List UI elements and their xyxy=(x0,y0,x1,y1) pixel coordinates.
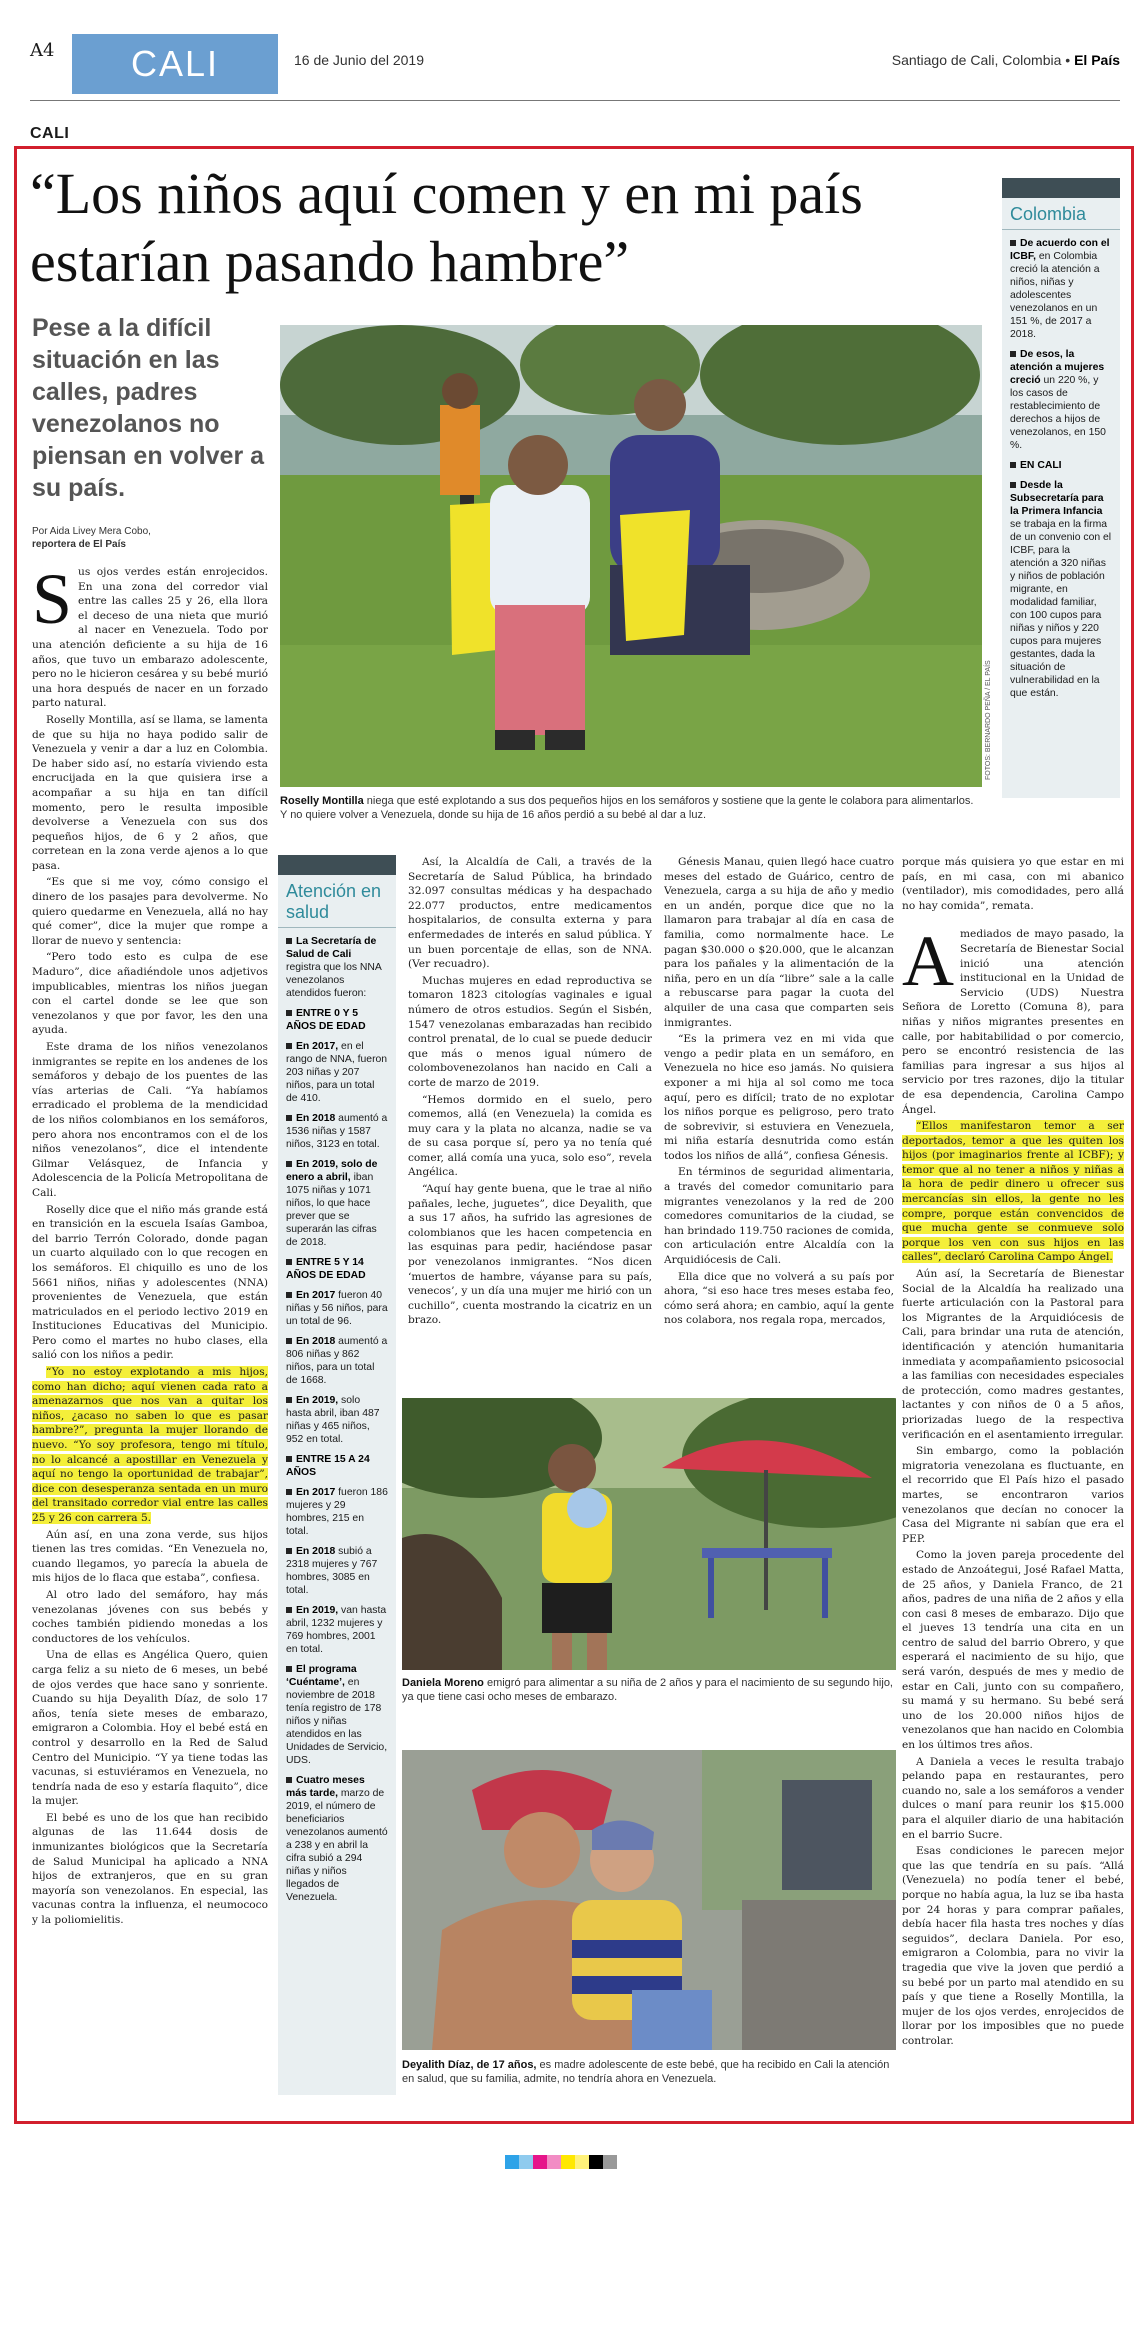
sidebar-header-bar xyxy=(278,855,396,875)
issue-date: 16 de Junio del 2019 xyxy=(294,52,424,68)
sidebar-item-text: subió a 2318 mujeres y 767 hombres, 3085 en total. xyxy=(286,1546,378,1596)
sidebar-item xyxy=(278,1660,396,1771)
headline: “Los niños aquí comen y en mi país estarían pasando hambre” xyxy=(30,161,863,294)
masthead-location xyxy=(892,52,1120,68)
sidebar-item-bold: En 2017 xyxy=(296,1290,336,1301)
paragraph: Esas condiciones le parecen mejor que las que tendría en su país. “Allá (Venezuela) no podía tener el bebé, porque no había agua, la luz se iba hasta por 24 horas y para comprar pañales, debía hacer fila hasta tres noches y días seguidos”, declara Daniela. Por eso, emigraron a Colombia, para no vivir la tragedia que vive la joven que perdió a su bebé por un parto mal atendido en su país y que tiene a Roselly Montilla, la mujer de los ojos verdes, enrojecidos de llorar por los imposibles que no puede controlar. xyxy=(902,1845,1124,2047)
photo-daniela xyxy=(402,1398,896,1670)
sidebar-item-bold: ENTRE 15 A 24 AÑOS xyxy=(286,1454,370,1478)
caption-name: Daniela Moreno xyxy=(402,1677,484,1689)
caption-text: emigró para alimentar a su niña de 2 años y para el nacimiento de su segundo hijo, ya que tiene casi ocho meses de embarazo. xyxy=(402,1677,893,1703)
paragraph: Aún así, la Secretaría de Bienestar Social de la Alcaldía ha realizado una fuerte articulación con la Pastoral para los Migrantes de la Arquidiócesis de Cali, para brindar una ruta de atención, identificación y atención humanitaria inmediata y acompañamiento psicosocial a las familias con necesidades especiales de protección, como madres gestantes, lactantes y con niños de 0 a 5 años, priorizadas luego de la respectiva verificación en el asentamiento irregular. xyxy=(902,1268,1124,1441)
paragraph: porque más quisiera yo que estar en mi país, en mi casa, con mi abanico (ventilador), mis comodidades, pero allá no hay comida”, remata. xyxy=(902,856,1124,912)
sidebar-item-bold: En 2019, xyxy=(296,1605,339,1616)
bullet-icon xyxy=(286,1607,292,1613)
paragraph: Roselly Montilla, así se llama, se lamenta de que su hija no haya podido salir de Venezuela y venir a dar a luz en Colombia. De haber sido así, no estaría viviendo esta encrucijada en la que quisiera irse a acompañar a su hija en tan difícil momento, pero le resulta imposible devolverse a Venezuela con sus dos pequeños hijos, de 6 y 2 años, que corretean en la zona verde ajenos a lo que pasa. xyxy=(32,713,268,872)
sidebar-item-bold: Desde la Subsecretaría para la Primera Infancia xyxy=(1010,480,1104,517)
sidebar-item xyxy=(278,1253,396,1286)
section-kicker: CALI xyxy=(30,125,70,142)
main-photo-illustration xyxy=(280,325,982,787)
bullet-icon xyxy=(286,1115,292,1121)
drop-cap: S xyxy=(32,565,73,639)
sidebar-item-bold: La Secretaría de Salud de Cali xyxy=(286,936,377,960)
color-swatch xyxy=(561,2155,575,2169)
color-swatch xyxy=(505,2155,519,2169)
highlighted-quote xyxy=(902,1119,1124,1265)
paragraph: Muchas mujeres en edad reproductiva se tomaron 1823 citologías vaginales e igual número de otros estudios. Según el Sisbén, 1547 venezolanas embarazadas han recibido control prenatal, de lo cual se puede deducir que más o menos igual número de colombovenezolanos han nacido en Cali a corte de marzo de 2019. xyxy=(408,974,652,1089)
sidebar-item-text: un 220 %, y los casos de restablecimiento de derechos a hijos de venezolanos, en 150 %. xyxy=(1010,375,1106,451)
paragraph: “Es la primera vez en mi vida que vengo a pedir plata en un semáforo, en Venezuela no hice eso jamás. No quisiera exponer a mi hija al sol como me toca aquí, pero es difícil; trato de no explotar los niños porque es peligroso, pero trato de sobrevivir, si estuviera en Venezuela, mi niña estaría desnutrida como están todos los niños de allá”, confiesa Génesis. xyxy=(664,1033,894,1162)
sidebar-item xyxy=(278,1450,396,1483)
highlight-text: “Yo no estoy explotando a mis hijos, como han dicho; aquí vienen cada rato a amenazarnos que nos van a quitar los niños, ¿acaso no saben lo que es pasar hambre?”, pregunta la mujer llorando de nuevo. “Yo soy profesora, tengo mi título, no lo alcancé a apostillar en Venezuela y aquí no tengo la oportunidad de trabajar”, dice con desesperanza sentada en un muro del transitado corredor vial entre las calles 25 y 26 con carrera 5. xyxy=(32,1366,268,1524)
paragraph: Al otro lado del semáforo, hay más venezolanas jóvenes con sus bebés y coches también pidiendo monedas a los conductores de los vehículos. xyxy=(32,1588,268,1645)
caption-name: Deyalith Díaz, de 17 años, xyxy=(402,2059,537,2071)
sidebar-item xyxy=(278,1771,396,1908)
bullet-icon xyxy=(286,938,292,944)
sidebar-item-text: solo hasta abril, iban 487 niñas y 465 niños, 952 en total. xyxy=(286,1395,380,1445)
bullet-icon xyxy=(286,1397,292,1403)
paragraph: “Hemos dormido en el suelo, pero comemos, allá (en Venezuela) la comida es muy cara y la plata no alcanza, nadie se va de su casa porque sí, pero ya no tenía qué comer, allá comía una yuca, solo eso”, revela Angélica. xyxy=(408,1093,652,1179)
photo-deyalith xyxy=(402,1750,896,2050)
bullet-icon xyxy=(1010,462,1016,468)
sidebar-item xyxy=(278,1601,396,1660)
sidebar-title: Colombia xyxy=(1002,198,1120,230)
sidebar-title: Atención en salud xyxy=(278,875,396,928)
paragraph: Aún así, en una zona verde, sus hijos tienen las tres comidas. “En Venezuela no, cuando llegamos, yo parecía la abuela de mis hijos de lo flaca que estaba”, confiesa. xyxy=(32,1528,268,1585)
sidebar-item-text: en el rango de NNA, fueron 203 niñas y 207 niños, para un total de 410. xyxy=(286,1041,388,1104)
bullet-icon xyxy=(286,1777,292,1783)
sidebar-item-text: marzo de 2019, el número de beneficiarios venezolanos aumentó a 238 y en abril la cifra subió a 294 niñas y niños llegados de Venezuela. xyxy=(286,1788,388,1903)
page-folio: A4 xyxy=(30,40,55,61)
paragraph: Ella dice que no volverá a su país por ahora, “si eso hace tres meses estaba feo, cómo será ahora; en cambio, aquí la gente nos colabora, nos regala ropa, mercados, xyxy=(664,1270,894,1327)
sidebar-item-bold: En 2019, xyxy=(296,1395,339,1406)
city-label: Santiago de Cali, Colombia • xyxy=(891,52,1071,68)
sidebar-item xyxy=(278,1391,396,1450)
photo-daniela-illustration xyxy=(402,1398,896,1670)
bullet-icon xyxy=(1010,240,1016,246)
paragraph: Una de ellas es Angélica Quero, quien carga feliz a su nieto de 6 meses, un bebé de ojos verdes que hace sano y sonriente. Cuando su hija Deyalith Díaz, de solo 17 años, tenía siete meses de embarazo, emigraron a Colombia. Hoy el bebé está en control y desarrollo en la Red de Salud Centro del Municipio. “Y ya tiene todas las vacunas, si estuviéramos en Venezuela, no tendría nada de eso y estaría flaquito”, dice la mujer. xyxy=(32,1649,268,1808)
bullet-icon xyxy=(286,1338,292,1344)
color-swatch xyxy=(589,2155,603,2169)
sidebar-health xyxy=(278,855,396,2095)
byline xyxy=(32,525,268,551)
color-swatch xyxy=(519,2155,533,2169)
sidebar-item-text: fueron 186 mujeres y 29 hombres, 215 en total. xyxy=(286,1487,388,1537)
bullet-icon xyxy=(286,1456,292,1462)
bullet-icon xyxy=(286,1161,292,1167)
sidebar-item-text: en noviembre de 2018 tenía registro de 178 niños y niñas atendidos en las Unidades de Servicio, UDS. xyxy=(286,1677,388,1766)
paragraph: “Es que si me voy, cómo consigo el dinero de los pasajes para devolverme. No quiero quedarme en Venezuela, allá no hay qué comer”, dice la mujer que rompe a llorar de nuevo y sentencia: xyxy=(32,876,268,947)
photo-daniela-caption xyxy=(402,1676,896,1704)
sidebar-item-bold: En 2018 xyxy=(296,1546,336,1557)
sidebar-item xyxy=(1002,476,1120,704)
paragraph: El bebé es uno de los que han recibido algunas de las 11.644 dosis de inmunizantes biológicos que la Secretaría de Salud Municipal ha aplicado a NNA hijos de extranjeros, que en su gran mayoría son venezolanos. En especial, las vacunas contra la influenza, el neumococo y la poliomielitis. xyxy=(32,1811,268,1927)
paragraph: En términos de seguridad alimentaria, a través del comedor comunitario para migrantes venezolanos y la red de 200 comedores comunitarios de la ciudad, se han brindado 119.750 raciones de comida, con articulación entre Alcaldía con la Arquidiócesis de Cali. xyxy=(664,1166,894,1267)
sidebar-item xyxy=(1002,345,1120,456)
sidebar-item xyxy=(278,1483,396,1542)
paragraph: “Pero todo esto es culpa de ese Maduro”, dice añadiéndole unos adjetivos impublicables, mientras los niños juegan con el cartel donde se lee que son venezolanos y que por favor, les den una ayuda. xyxy=(32,951,268,1037)
byline-role: reportera de El País xyxy=(32,539,126,550)
sidebar-item-text: se trabaja en la firma de un convenio con el ICBF, para la atención a 320 niñas y niños de población migrante, en modalidad familiar, con 100 cupos para niñas y niños y 220 cupos para mujeres gestantes, dada la situación de vulnerabilidad en la que están. xyxy=(1010,519,1112,699)
sidebar-item-text: en Colombia creció la atención a niños, niñas y adolescentes venezolanos en un 151 %, de 2017 a 2018. xyxy=(1010,251,1100,340)
sidebar-item-text: registra que los NNA venezolanos atendidos fueron: xyxy=(286,962,382,999)
paragraph: Génesis Manau, quien llegó hace cuatro meses del estado de Guárico, centro de Venezuela, carga a su hija de año y medio en un andén, porque dice que no la llamaron para trabajar al día en casa de familia, como normalmente hace. Le pagan $30.000 o $20.000, que le alcanzan para los pañales y la alimentación de la niña, pero en un día “libre” sale a la calle a rebuscarse para pagar la cuota del alquiler de una casa que comparten seis inmigrantes. xyxy=(664,856,894,1029)
sidebar-item xyxy=(1002,456,1120,476)
lead-paragraph xyxy=(32,565,268,711)
sidebar-item-text: aumentó a 806 niñas y 862 niños, para un total de 1668. xyxy=(286,1336,388,1386)
color-swatch xyxy=(603,2155,617,2169)
caption-text: es madre adolescente de este bebé, que ha recibido en Cali la atención en salud, que su familia, admite, no tendría ahora en Venezuela. xyxy=(402,2059,890,2085)
sidebar-item xyxy=(1002,234,1120,345)
section-tab: CALI xyxy=(72,34,278,94)
paragraph: A Daniela a veces le resulta trabajo pelando papa en restaurantes, pero cuando no, sale a los semáforos a vender dulces o maní para reunir los $15.000 para el alquiler diario de una habitación en el barrio Sucre. xyxy=(902,1755,1124,1841)
highlighted-quote xyxy=(32,1365,268,1526)
sidebar-item xyxy=(278,1037,396,1109)
sidebar-item xyxy=(278,1004,396,1037)
print-color-bars xyxy=(505,2155,617,2169)
bullet-icon xyxy=(286,1292,292,1298)
bullet-icon xyxy=(286,1259,292,1265)
paragraph: Como la joven pareja procedente del estado de Anzoátegui, José Rafael Matta, de 25 años, y Daniela Franco, de 21 años, padres de una niña de 2 años y ella con casi 8 meses de embarazo. Dijo que el jueves 13 tendría una cita en un centro de salud del barrio Obrero, y que esperará el nacimiento de su hijo, que será varón, después de mes y medio de estar en Cali, junto con su compañero, su mamá y su hermano. Su bebé será uno de los 20.000 niños hijos de venezolanos que han nacido en Colombia en los últimos tres años. xyxy=(902,1549,1124,1752)
sidebar-colombia xyxy=(1002,178,1120,798)
main-photo-caption xyxy=(280,794,982,822)
caption-text: niega que esté explotando a sus dos pequeños hijos en los semáforos y sostiene que la gente le colabora para alimentarlos. Y no quiere volver a Venezuela, donde su hija de 16 años perdió a su bebé al dar a luz. xyxy=(280,795,974,821)
sidebar-item xyxy=(278,932,396,1004)
paragraph-text: us ojos verdes están enrojecidos. En una zona del corredor vial entre las calles 25 y 26, ella llora el deceso de una nieta que murió al nacer en Venezuela. Todo por una atención deficiente a su hija de 16 años, que tuvo un embarazo adolescente, pero no le hicieron cesárea y su bebé murió una hora después de nacer en un forzado parto natural. xyxy=(32,566,268,710)
sidebar-header-bar xyxy=(1002,178,1120,198)
sidebar-item-text: fueron 40 niñas y 56 niños, para un total de 96. xyxy=(286,1290,388,1327)
sidebar-item-bold: De acuerdo con el ICBF, xyxy=(1010,238,1110,262)
sidebar-item xyxy=(278,1155,396,1253)
byline-author: Por Aida Livey Mera Cobo, xyxy=(32,526,151,537)
bullet-icon xyxy=(1010,482,1016,488)
masthead-rule xyxy=(30,100,1120,101)
section-lead-paragraph xyxy=(902,921,1124,1117)
sidebar-item-bold: Cuatro meses más tarde, xyxy=(286,1775,365,1799)
sidebar-item-bold: En 2019, solo de enero a abril, xyxy=(286,1159,378,1183)
article-column-4 xyxy=(902,855,1124,2120)
bullet-icon xyxy=(1010,351,1016,357)
caption-name: Roselly Montilla xyxy=(280,795,364,807)
sidebar-item-bold: En 2017 xyxy=(296,1487,336,1498)
subhead: Pese a la difícil situación en las calles, padres venezolanos no piensan en volver a su país. xyxy=(32,314,265,502)
sidebar-item-text: aumentó a 1536 niñas y 1587 niños, 3123 en total. xyxy=(286,1113,388,1150)
sidebar-item-text: iban 1075 niñas y 1071 niños, lo que hace prever que se superarán las cifras de 2018. xyxy=(286,1172,377,1248)
bullet-icon xyxy=(286,1548,292,1554)
paragraph: Así, la Alcaldía de Cali, a través de la Secretaría de Salud Pública, ha brindado 32.097 consultas médicas y ha despachado 22.077 productos, entre medicamentos hospitalarios, de consulta externa y para enfermedades de interés en salud pública. Y un buen porcentaje de ellas, son de NNA. (Ver recuadro). xyxy=(408,856,652,971)
sidebar-item-bold: ENTRE 5 Y 14 AÑOS DE EDAD xyxy=(286,1257,366,1281)
photo-deyalith-caption xyxy=(402,2058,896,2086)
article-column-3 xyxy=(664,855,894,1375)
sidebar-item-bold: En 2018 xyxy=(296,1113,336,1124)
photo-credit: FOTOS: BERNARDO PEÑA / EL PAÍS xyxy=(985,660,992,780)
sidebar-item-bold: De esos, la atención a mujeres creció xyxy=(1010,349,1105,386)
paragraph: “Aquí hay gente buena, que le trae al niño pañales, leche, juguetes”, dice Deyalith, que a sus 17 años, ha sufrido las agresiones de colombianos que les hacen competencia en las esquinas para pedir, haciéndose pasar por venezolanos inmigrantes. “Nos dicen ‘muertos de hambre, váyanse para su país, venecos’, y un día una mujer me hirió con un cuchillo”, cuenta mostrando la cicatriz en un brazo. xyxy=(408,1183,652,1327)
sidebar-item-bold: ENTRE 0 Y 5 AÑOS DE EDAD xyxy=(286,1008,366,1032)
paragraph: Este drama de los niños venezolanos inmigrantes se repite en los andenes de los semáforos y debajo de los puentes de las vías arterias de Cali. “Ya habíamos erradicado el problema de la mendicidad de los niños colombianos en los semáforos, pero ahora nos encontramos con el de los niños venezolanos”, dice el intendente Gilmar Velásquez, de Infancia y Adolescencia de la Policía Metropolitana de Cali. xyxy=(32,1041,268,1199)
paragraph: Roselly dice que el niño más grande está en transición en la escuela Isaías Gamboa, del barrio Terrón Colorado, donde pagan un cuarto alquilado con lo que recogen en los semáforos. El chiquillo es uno de los 5661 niños, niñas y adolescentes (NNA) provenientes de Venezuela, que están matriculados en el periodo lectivo 2019 en Instituciones Educativas del Municipio. Pero como el martes no hubo clases, ella salió con los niños a pedir. xyxy=(32,1203,268,1362)
sidebar-item xyxy=(278,1542,396,1601)
bullet-icon xyxy=(286,1010,292,1016)
bullet-icon xyxy=(286,1489,292,1495)
color-swatch xyxy=(547,2155,561,2169)
bullet-icon xyxy=(286,1043,292,1049)
main-photo xyxy=(280,325,982,787)
article-column-2 xyxy=(408,855,652,1375)
sidebar-item xyxy=(278,1109,396,1155)
photo-deyalith-illustration xyxy=(402,1750,896,2050)
sidebar-item-text: van hasta abril, 1232 mujeres y 769 hombres, 2001 en total. xyxy=(286,1605,387,1655)
paragraph-text: mediados de mayo pasado, la Secretaría de Bienestar Social inició una atención institucional en la Unidad de Servicio (UDS) Nuestra Señora de Loretto (Comuna 8), para niñas y niños migrantes presentes en calle, por habitabilidad o por comercio, pero se encontró resistencia de las familias para ingresar a sus hijos al servicio por tres razones, dijo la titular de esa dependencia, Carolina Campo Ángel. xyxy=(902,928,1124,1116)
color-swatch xyxy=(533,2155,547,2169)
sidebar-item-bold: EN CALI xyxy=(1020,460,1062,471)
bullet-icon xyxy=(286,1666,292,1672)
drop-cap: A xyxy=(902,921,954,1002)
article-column-1 xyxy=(32,565,268,2120)
sidebar-item xyxy=(278,1286,396,1332)
color-swatch xyxy=(575,2155,589,2169)
highlight-text: “Ellos manifestaron temor a ser deportados, temor a que les quiten los hijos (por imaginarios frente al ICBF); y temor que al no tener a niños y niñas a la hora de pedir dinero u ofrecer sus mercancías sin ellos, la gente no les compre, porque están convencidos de que mucha gente se conmueve solo porque los ven con sus hijos en las calles”, declaró Carolina Campo Ángel. xyxy=(902,1120,1124,1264)
sidebar-item xyxy=(278,1332,396,1391)
paper-name: El País xyxy=(1074,52,1120,68)
paragraph: Sin embargo, como la población migratoria venezolana es fluctuante, en el recorrido que El País hizo el pasado martes, se encontraron varios venezolanos que decían no conocer la Casa del Migrante ni sabían que era el PEP. xyxy=(902,1445,1124,1545)
sidebar-item-bold: En 2017, xyxy=(296,1041,339,1052)
sidebar-item-bold: En 2018 xyxy=(296,1336,336,1347)
sidebar-item-bold: El programa ‘Cuéntame’, xyxy=(286,1664,357,1688)
